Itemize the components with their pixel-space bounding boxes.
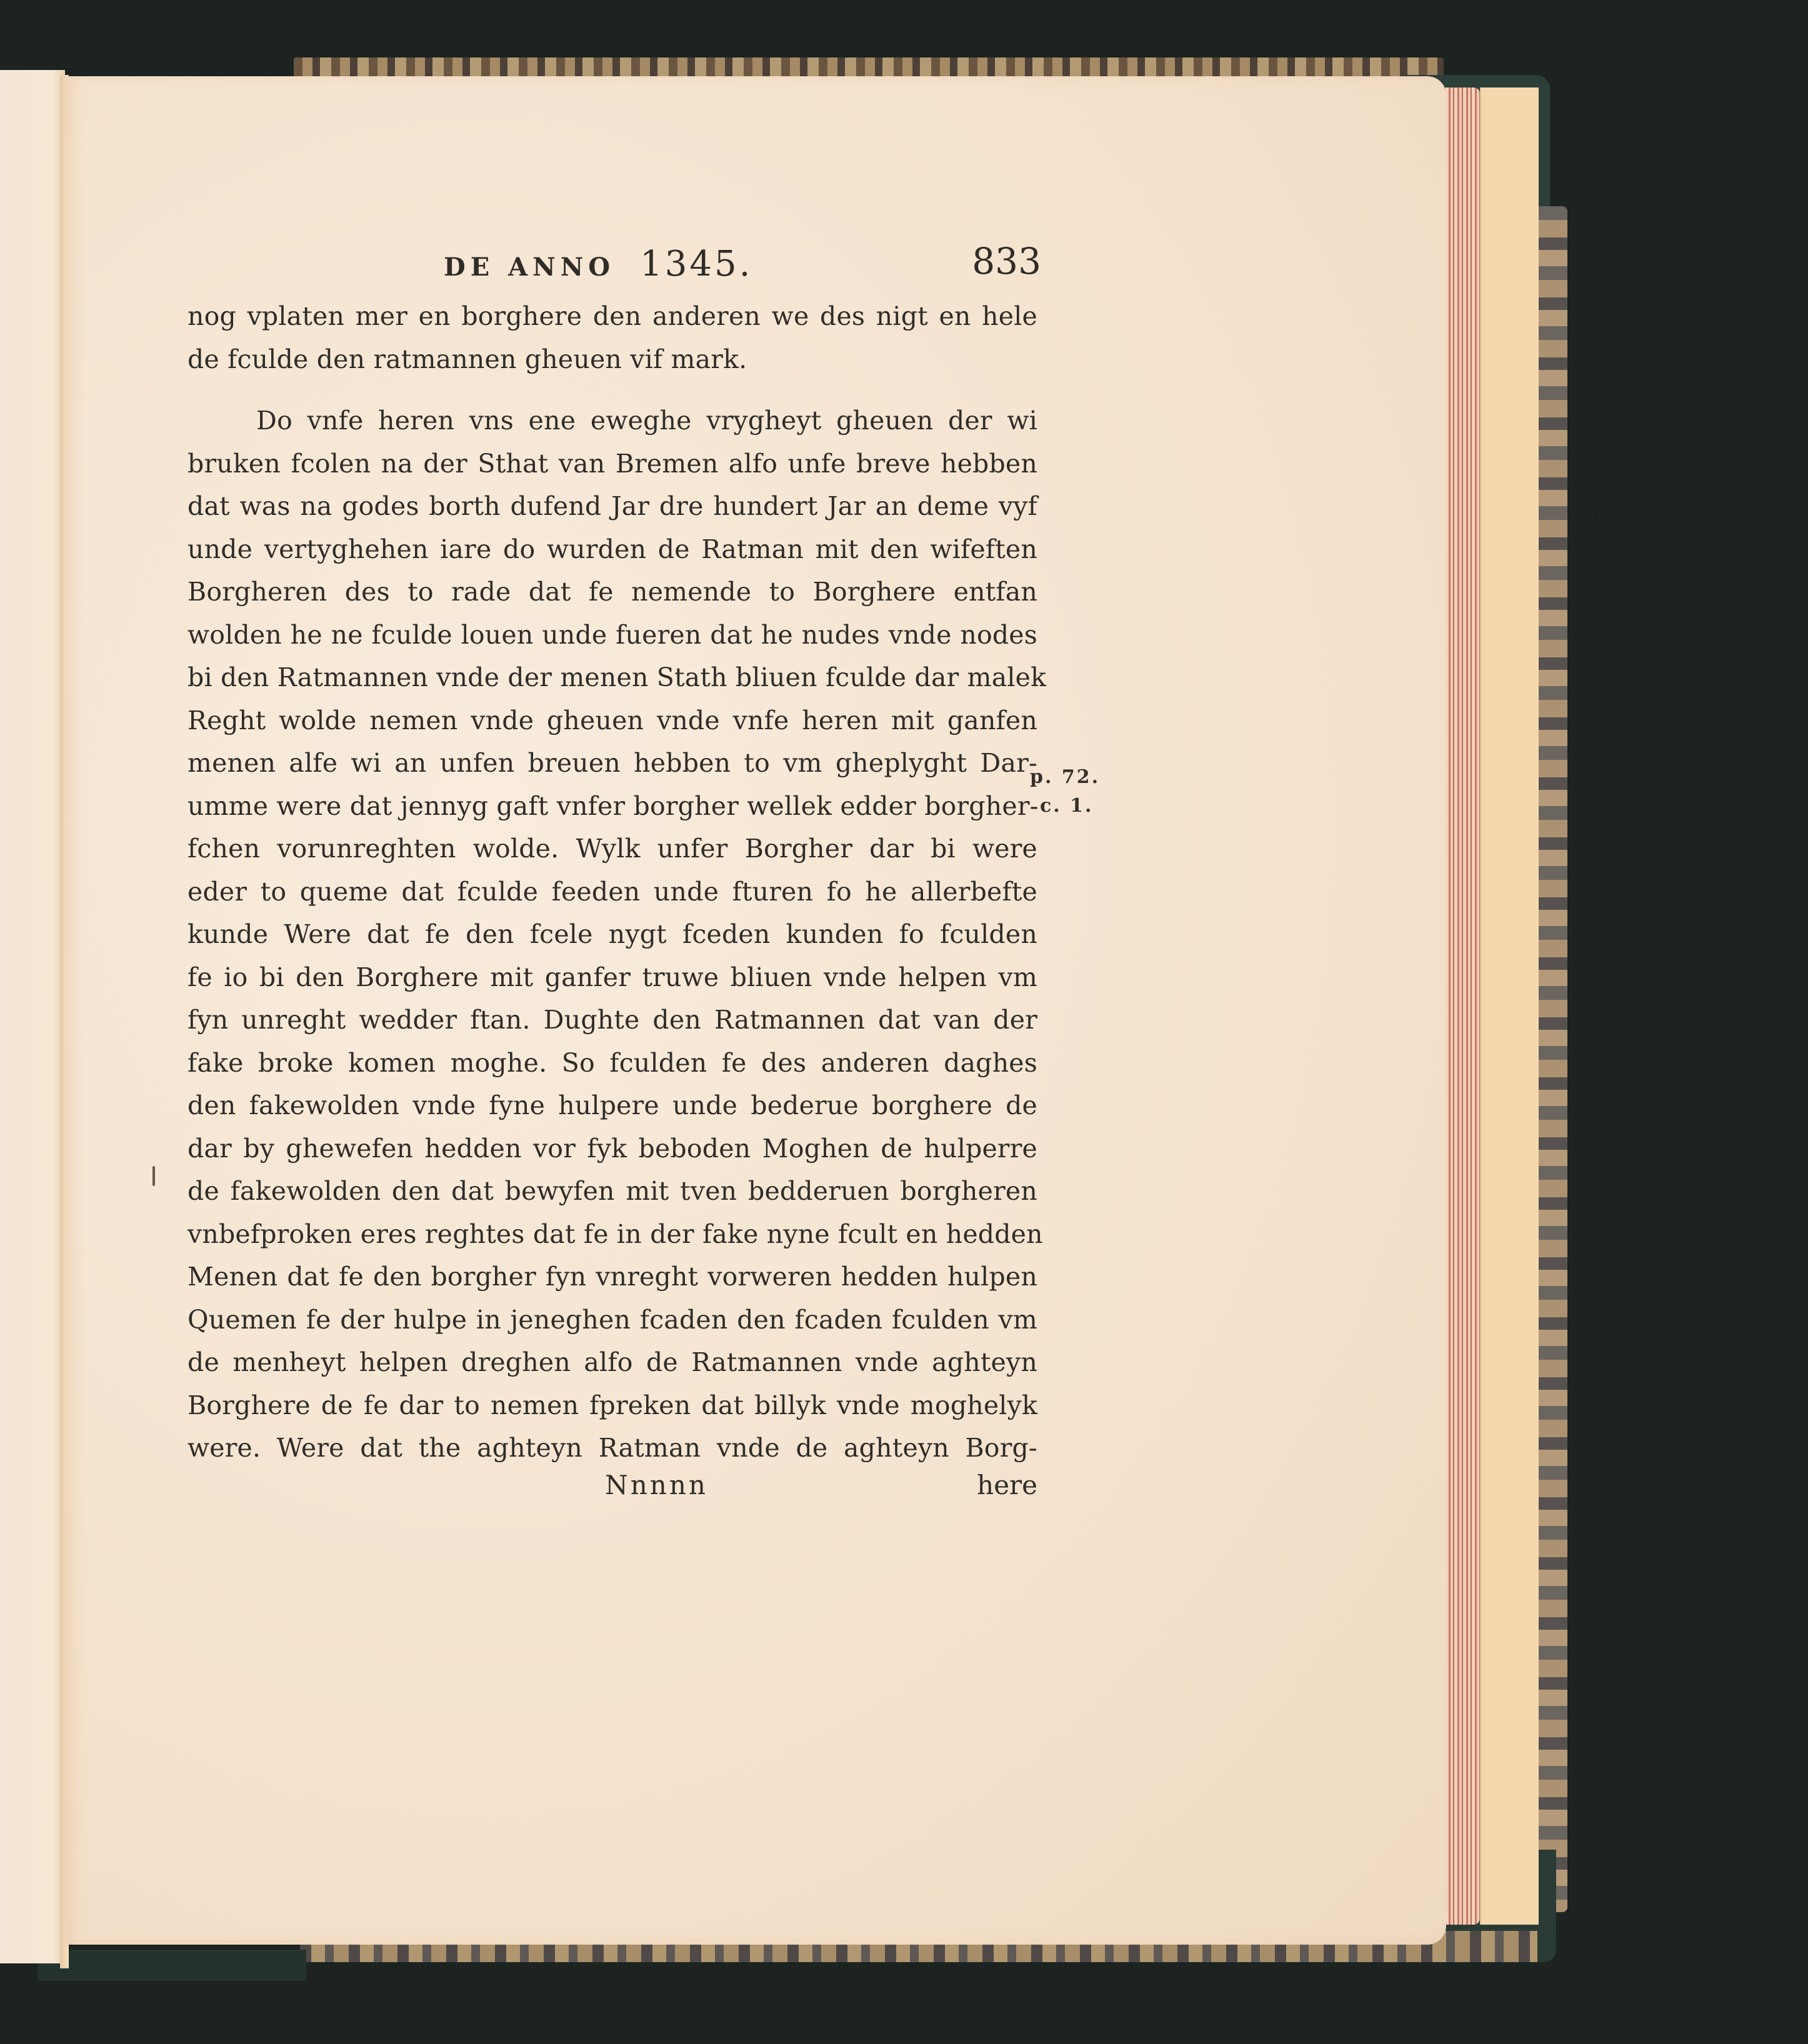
marbled-board-right	[1537, 206, 1567, 1912]
facing-page-edge	[0, 70, 65, 1963]
text-line: bi den Ratmannen vnde der menen Stath bliuen fculde dar malek	[187, 662, 1047, 692]
text-line: eder to queme dat fculde feeden unde fturen fo he allerbefte	[187, 876, 1037, 907]
text-line: Quemen fe der hulpe in jeneghen fcaden den fcaden fculden vm	[187, 1304, 1037, 1335]
text-line: fake broke komen moghe. So fculden fe des anderen daghes	[187, 1047, 1037, 1078]
paragraph-gap	[187, 381, 1037, 399]
text-line: fe io bi den Borghere mit ganfer truwe bliuen vnde helpen vm	[187, 962, 1037, 992]
text-block	[187, 240, 1047, 1513]
text-line: den fakewolden vnde fyne hulpere unde bederue borghere de	[187, 1090, 1037, 1120]
running-head	[187, 240, 1041, 284]
text-line: Borghere de fe dar to nemen fpreken dat billyk vnde moghelyk	[187, 1390, 1037, 1420]
text-line: de fakewolden den dat bewyfen mit tven bedderuen borgheren	[187, 1176, 1037, 1206]
text-line: de fculde den ratmannen gheuen vif mark.	[187, 344, 747, 374]
text-line: dat was na godes borth dufend Jar dre hundert Jar an deme vyf	[187, 491, 1037, 521]
paragraph-2	[187, 399, 1047, 1470]
paragraph-1	[187, 295, 1037, 381]
text-line: Reght wolde nemen vnde gheuen vnde vnfe heren mit ganfen	[187, 705, 1037, 735]
text-line: unde vertyghehen iare do wurden de Ratman mit den wifeften	[187, 534, 1037, 564]
text-line: umme were dat jennyg gaft vnfer borgher wellek edder borgher-	[187, 790, 1039, 821]
endpaper	[1480, 87, 1539, 1925]
text-line: fyn unreght wedder ftan. Dughte den Ratmannen dat van der	[187, 1005, 1037, 1035]
text-line: kunde Were dat fe den fcele nygt fceden kunden fo fculden	[187, 919, 1037, 949]
running-year: 1345.	[640, 244, 753, 284]
text-line: menen alfe wi an unfen breuen hebben to vm gheplyght Dar-	[187, 748, 1037, 778]
text-line: Menen dat fe den borgher fyn vnreght vorweren hedden hulpen	[187, 1262, 1037, 1292]
margin-stray-mark	[152, 1166, 155, 1186]
text-line: Do vnfe heren vns ene eweghe vrygheyt gheuen der wi	[256, 406, 1037, 436]
running-title	[444, 244, 752, 284]
text-line: dar by ghewefen hedden vor fyk beboden Moghen de hulperre	[187, 1133, 1037, 1164]
page-number: 833	[972, 240, 1041, 282]
page-footer	[187, 1470, 1037, 1513]
text-line: de menheyt helpen dreghen alfo de Ratmannen vnde aghteyn	[187, 1347, 1037, 1377]
text-line: were. Were dat the aghteyn Ratman vnde de aghteyn Borg-	[187, 1433, 1037, 1463]
margin-note-page-ref: p. 72.	[1030, 766, 1101, 788]
text-line: Borgheren des to rade dat fe nemende to Borghere entfan	[187, 577, 1037, 607]
running-title-text: DE ANNO	[444, 252, 616, 282]
text-line: nog vplaten mer en borghere den anderen we des nigt en hele	[187, 301, 1037, 331]
text-line: vnbefproken eres reghtes dat fe in der fake nyne fcult en hedden	[187, 1219, 1043, 1249]
text-line: wolden he ne fculde louen unde fueren dat he nudes vnde nodes	[187, 619, 1037, 650]
signature-mark: Nnnnn	[605, 1469, 708, 1500]
text-line: fchen vorunreghten wolde. Wylk unfer Borgher dar bi were	[187, 834, 1037, 864]
catchword: here	[977, 1469, 1037, 1500]
text-line: bruken fcolen na der Sthat van Bremen alfo unfe breve hebben	[187, 448, 1037, 479]
leather-spine-bottom	[37, 1950, 306, 1981]
margin-note-chapter-ref: c. 1.	[1040, 795, 1094, 817]
